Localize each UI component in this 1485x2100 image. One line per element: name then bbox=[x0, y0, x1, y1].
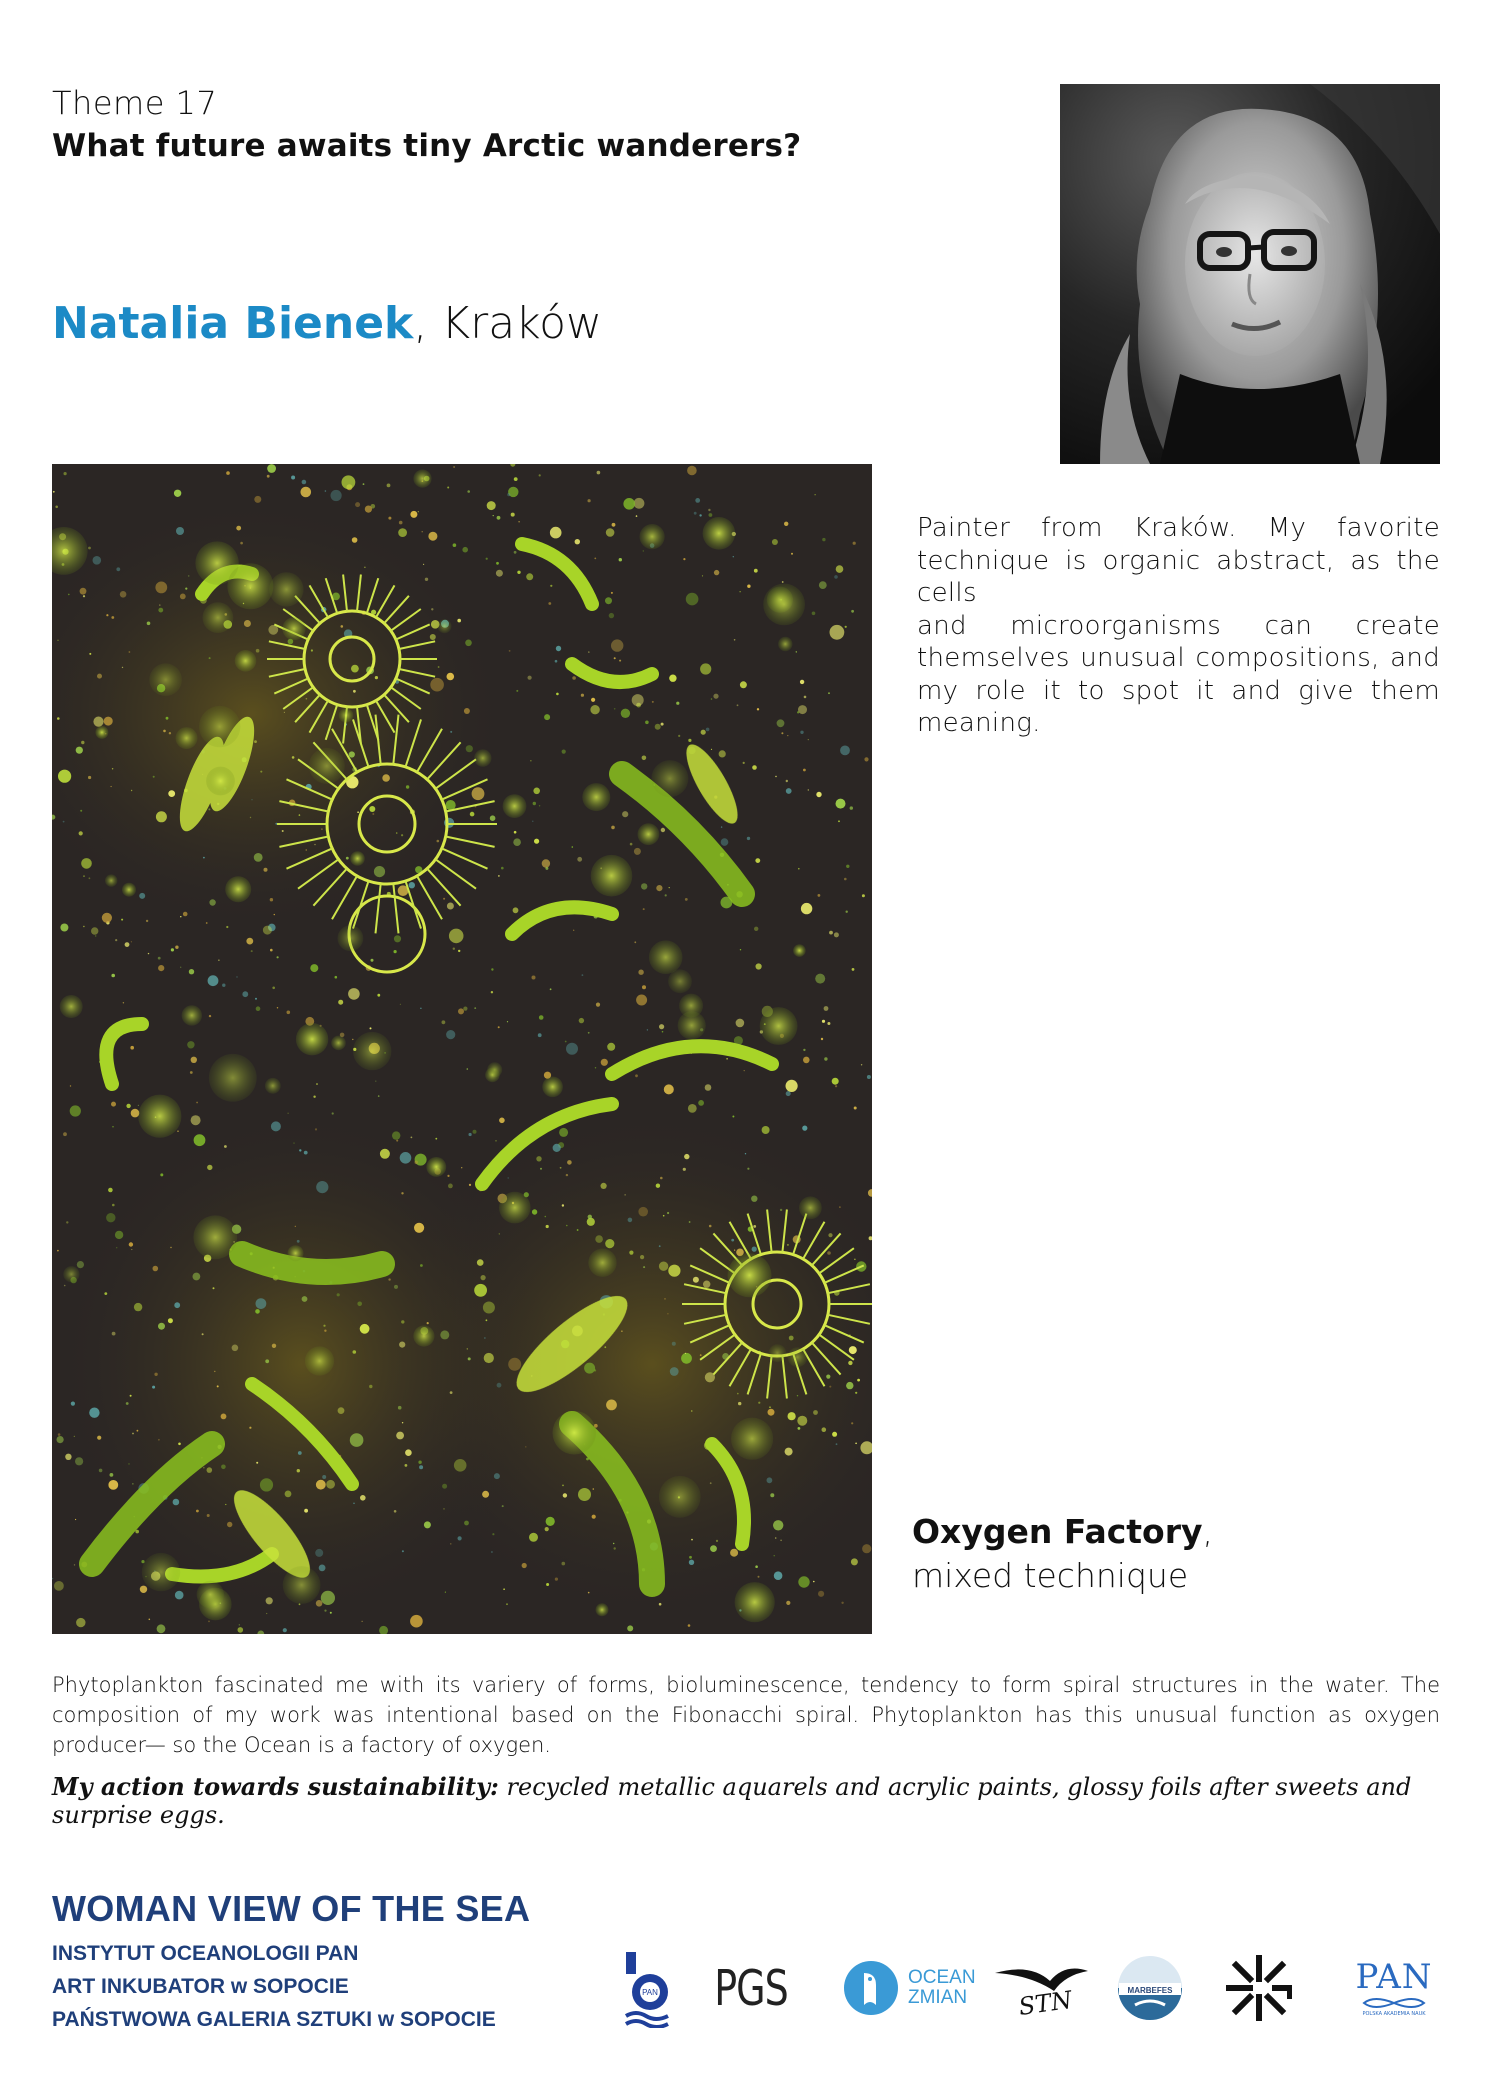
artist-city: , Kraków bbox=[413, 298, 603, 349]
pgs-logo bbox=[714, 1948, 788, 2028]
bio-line: technique is organic abstract, as the cells bbox=[917, 545, 1440, 608]
marbefes-logo-text: MARBEFES bbox=[1127, 1986, 1173, 1995]
theme-title: What future awaits tiny Arctic wanderers? bbox=[52, 128, 802, 164]
ocean-zmian-text-1: OCEAN bbox=[908, 1967, 976, 1988]
pan-academy-subtext: POLSKA AKADEMIA NAUK bbox=[1362, 2011, 1426, 2017]
bio-line: my role it to spot it and give them bbox=[917, 675, 1440, 706]
artist-bio bbox=[917, 512, 1440, 740]
artwork-painting bbox=[52, 464, 872, 1634]
pan-academy-logo bbox=[1348, 1948, 1440, 2028]
ocean-zmian-text-2: ZMIAN bbox=[908, 1987, 968, 2008]
institution-name: PAŃSTWOWA GALERIA SZTUKI w SOPOCIE bbox=[52, 2008, 496, 2031]
artist-name: Natalia Bienek bbox=[52, 298, 414, 349]
artwork-title-line bbox=[912, 1512, 1213, 1551]
sustainability-note bbox=[52, 1772, 1440, 1829]
stn-logo-text: STN bbox=[1016, 1985, 1074, 2021]
bio-line: and microorganisms can create bbox=[917, 610, 1440, 641]
bio-line: meaning. bbox=[917, 708, 1041, 738]
pgs-logo-text: PGS bbox=[714, 1959, 788, 2017]
artwork-technique: mixed technique bbox=[912, 1556, 1189, 1595]
marbefes-logo bbox=[1115, 1948, 1185, 2028]
institution-name: INSTYTUT OCEANOLOGII PAN bbox=[52, 1942, 359, 1965]
io-pan-logo bbox=[622, 1948, 672, 2028]
artist-heading bbox=[52, 298, 602, 349]
pan-academy-text: PAN bbox=[1355, 1957, 1433, 1997]
artist-portrait bbox=[1060, 84, 1440, 464]
io-pan-text: PAN bbox=[642, 1988, 658, 1997]
art-inkubator-logo bbox=[1226, 1948, 1292, 2028]
theme-number: Theme 17 bbox=[52, 84, 218, 122]
pan-infinity-icon bbox=[1354, 1995, 1434, 2011]
bio-line: Painter from Kraków. My favorite bbox=[917, 513, 1440, 543]
sustainability-text: recycled metallic aquarels and acrylic paints, glossy foils after sweets and surprise eggs. bbox=[52, 1773, 1412, 1829]
sustainability-label: My action towards sustainability: bbox=[52, 1772, 499, 1801]
ocean-zmian-logo bbox=[842, 1948, 980, 2028]
artwork-title: Oxygen Factory bbox=[912, 1512, 1203, 1551]
artwork-title-comma: , bbox=[1202, 1512, 1214, 1551]
exhibition-title: WOMAN VIEW OF THE SEA bbox=[52, 1888, 531, 1929]
stn-logo bbox=[990, 1948, 1090, 2028]
bio-line: themselves unusual compositions, and bbox=[917, 643, 1440, 673]
ocean-zmian-icon bbox=[842, 1959, 900, 2017]
artwork-description: Phytoplankton fascinated me with its variery of forms, bioluminescence, tendency to form spiral structures in the water. The composition of my work was intentional based on the Fibonacchi spiral. Phytoplankton has this unusual function as oxygen producer— so the Ocean is a factory of oxygen. bbox=[52, 1673, 1440, 1757]
institution-name: ART INKUBATOR w SOPOCIE bbox=[52, 1975, 349, 1998]
